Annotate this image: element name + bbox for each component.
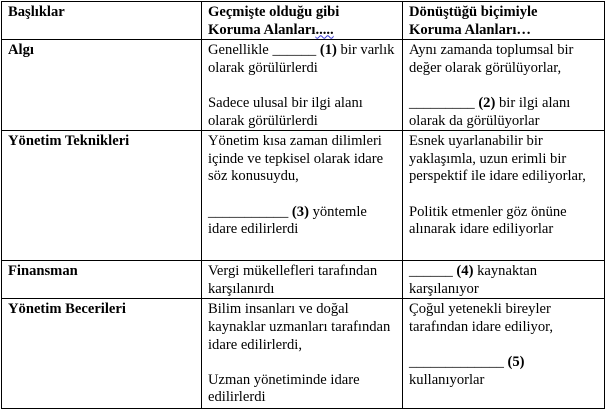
table-row-yonetim-becerileri	[2, 299, 605, 409]
header-basliklar	[2, 2, 202, 40]
cell-now	[403, 40, 605, 131]
row-title: Algı	[2, 40, 202, 131]
blank-number: (5)	[503, 354, 525, 371]
row-title: Finansman	[2, 261, 202, 299]
row-title: Yönetim Becerileri	[2, 299, 202, 409]
blank-5: _____________	[409, 354, 504, 371]
cell-paragraph: Esnek uyarlanabilir bir yaklaşımla, uzun erimli bir perspektif ile idare ediliyorlar,	[409, 133, 586, 185]
cell-paragraph: Yönetim kısa zaman dilimleri içinde ve tepkisel olarak idare söz konusuydu,	[208, 133, 384, 185]
row-title: Yönetim Teknikleri	[2, 131, 202, 261]
blank-number: (3)	[288, 203, 309, 220]
cell-past	[202, 299, 403, 409]
cell-paragraph	[208, 42, 396, 77]
cell-paragraph: Sadece ulusal bir ilgi alanı olarak görülürlerdi	[208, 94, 363, 129]
header-text-part: Koruma Alanları	[208, 21, 316, 38]
text: Genellikle	[208, 42, 273, 59]
cell-now	[403, 299, 605, 409]
header-past	[202, 2, 403, 40]
text: kaynaktan karşılanıyor	[409, 263, 538, 297]
table-row-yonetim-teknikleri	[2, 131, 605, 261]
header-text: Geçmişte olduğu gibi	[208, 4, 340, 20]
header-text	[208, 22, 396, 40]
cell-paragraph: Vergi mükellefleri tarafından karşılanırdı	[208, 263, 378, 297]
cell-past	[202, 40, 403, 131]
cell-paragraph: Uzman yönetiminde idare edilirlerdi	[208, 371, 360, 406]
cell-paragraph	[409, 263, 598, 298]
cell-paragraph	[409, 95, 598, 130]
blank-number: (2)	[474, 94, 496, 111]
comparison-table	[1, 1, 605, 409]
table-row-algi	[2, 40, 605, 131]
cell-paragraph: Aynı zamanda toplumsal bir değer olarak görülüyorlar,	[409, 42, 574, 76]
blank-number: (4)	[452, 263, 474, 280]
cell-paragraph: Bilim insanları ve doğal kaynaklar uzmanları tarafından idare edilirlerdi,	[208, 301, 391, 353]
cell-paragraph: Çoğul yetenekli bireyler tarafından idare ediliyor,	[409, 301, 554, 335]
header-text: Koruma Alanları…	[409, 21, 532, 38]
cell-now	[403, 131, 605, 261]
cell-paragraph	[208, 204, 396, 239]
cell-paragraph	[409, 354, 598, 372]
blank-3: ___________	[208, 203, 289, 220]
header-text: Başlıklar	[8, 4, 65, 20]
header-text: Dönüştüğü biçimiyle	[409, 4, 538, 20]
cell-paragraph: kullanıyorlar	[409, 371, 485, 388]
cell-past	[202, 131, 403, 261]
text: bir varlık olarak görülürlerdi	[208, 42, 395, 76]
spellcheck-underline: .....	[315, 21, 334, 38]
header-now	[403, 2, 605, 40]
cell-past	[202, 261, 403, 299]
blank-4: ______	[409, 263, 453, 280]
cell-now	[403, 261, 605, 299]
cell-paragraph: Politik etmenler göz önüne alınarak idare ediliyorlar	[409, 203, 567, 238]
table-row-finansman	[2, 261, 605, 299]
text: bir ilgi alanı olarak da görülüyorlar	[409, 94, 571, 129]
text: yöntemle idare edilirlerdi	[208, 203, 367, 238]
header-row	[2, 2, 605, 40]
blank-number: (1)	[316, 42, 337, 59]
blank-1: ______	[272, 42, 317, 59]
blank-2: _________	[409, 94, 475, 111]
